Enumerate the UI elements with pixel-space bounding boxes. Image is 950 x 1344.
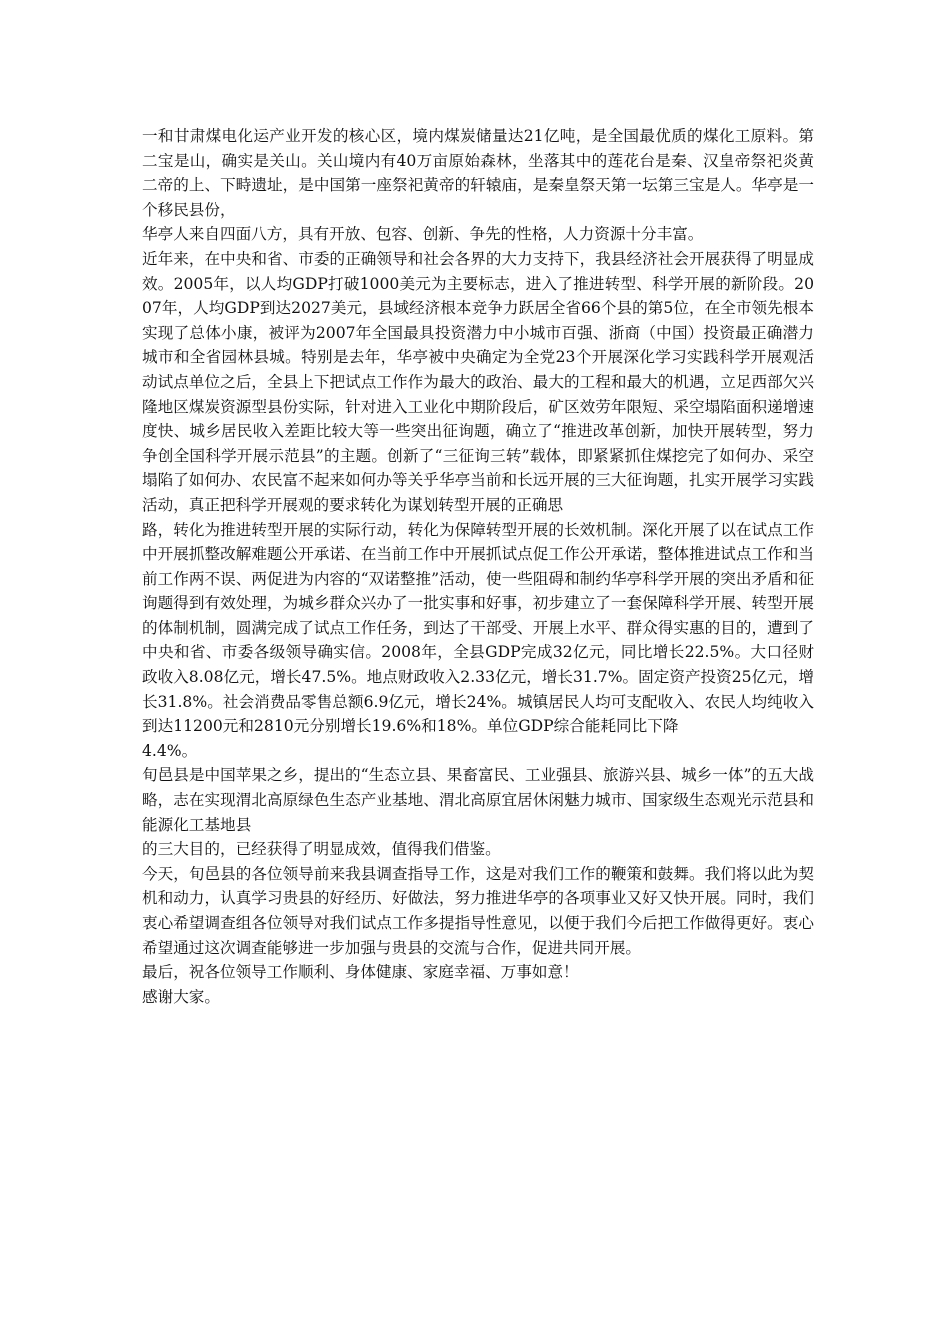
- paragraph-today-visit: 今天，旬邑县的各位领导前来我县调查指导工作，这是对我们工作的鞭策和鼓舞。我们将以此为契机和动力，认真学习贵县的好经历、好做法，努力推进华亭的各项事业又好又快开展。同时，我们衷心希望调查组各位领导对我们试点工作多提指导性意见，以便于我们今后把工作做得更好。衷心希望通过这次调查能够进一步加强与贵县的交流与合作，促进共同开展。: [142, 864, 814, 957]
- paragraph-thanks: 感谢大家。: [142, 987, 220, 1006]
- paragraph-three-goals: 的三大目的，已经获得了明显成效，值得我们借鉴。: [142, 840, 501, 859]
- paragraph-energy-decline: 4.4%。: [142, 741, 198, 760]
- paragraph-closing-wishes: 最后，祝各位领导工作顺利、身体健康、家庭幸福、万事如意！: [142, 963, 579, 982]
- paragraph-population: 华亭人来自四面八方，具有开放、包容、创新、争先的性格，人力资源十分丰富。: [142, 225, 704, 244]
- paragraph-development-achievements: 近年来，在中央和省、市委的正确领导和社会各界的大力支持下，我县经济社会开展获得了明显成效。2005年，以人均GDP打破1000美元为主要标志，进入了推进转型、科学开展的新阶段。2007年，人均GDP到达2027美元，县域经济根本竞争力跃居全省66个县的第5位，在全市领先根本实现了总体小康，被评为2007年全国最具投资潜力中小城市百强、浙商（中国）投资最正确潜力城市和全省园林县城。特别是去年，华亭被中央确定为全党23个开展深化学习实践科学开展观活动试点单位之后，全县上下把试点工作作为最大的政治、最大的工程和最大的机遇，立足西部欠兴隆地区煤炭资源型县份实际，针对进入工业化中期阶段后，矿区效劳年限短、采空塌陷面积递增速度快、城乡居民收入差距比较大等一些突出征询题，确立了“推进改革创新，加快开展转型，努力争创全国科学开展示范县”的主题。创新了“三征询三转”载体，即紧紧抓住煤挖完了如何办、采空塌陷了如何办、农民富不起来如何办等关乎华亭当前和长远开展的三大征询题，扎实开展学习实践活动，真正把科学开展观的要求转化为谋划转型开展的正确思: [142, 249, 814, 514]
- paragraph-coal-resources: 一和甘肃煤电化运产业开发的核心区，境内煤炭储量达21亿吨，是全国最优质的煤化工原料。第二宝是山，确实是关山。关山境内有40万亩原始森林，坐落其中的莲花台是秦、汉皇帝祭祀炎黄二帝的上、下畤遗址，是中国第一座祭祀黄帝的轩辕庙，是秦皇祭天第一坛第三宝是人。华亭是一个移民县份，: [142, 127, 814, 219]
- paragraph-pilot-work: 路，转化为推进转型开展的实际行动，转化为保障转型开展的长效机制。深化开展了以在试点工作中开展抓整改解难题公开承诺、在当前工作中开展抓试点促工作公开承诺，整体推进试点工作和当前工作两不误、两促进为内容的“双诺整推”活动，使一些阻碍和制约华亭科学开展的突出矛盾和征询题得到有效处理，为城乡群众兴办了一批实事和好事，初步建立了一套保障科学开展、转型开展的体制机制，圆满完成了试点工作任务，到达了干部受、开展上水平、群众得实惠的目的，遭到了中央和省、市委各级领导确实信。2008年，全县GDP完成32亿元，同比增长22.5%。大口径财政收入8.08亿元，增长47.5%。地点财政收入2.33亿元，增长31.7%。固定资产投资25亿元，增长31.8%。社会消费品零售总额6.9亿元，增长24%。城镇居民人均可支配收入、农民人均纯收入到达11200元和2810元分别增长19.6%和18%。单位GDP综合能耗同比下降: [142, 520, 814, 736]
- paragraph-xunyi-strategy: 旬邑县是中国苹果之乡，提出的“生态立县、果畜富民、工业强县、旅游兴县、城乡一体”的五大战略，志在实现渭北高原绿色生态产业基地、渭北高原宜居休闲魅力城市、国家级生态观光示范县和能源化工基地县: [142, 766, 814, 834]
- document-body: [142, 124, 814, 1009]
